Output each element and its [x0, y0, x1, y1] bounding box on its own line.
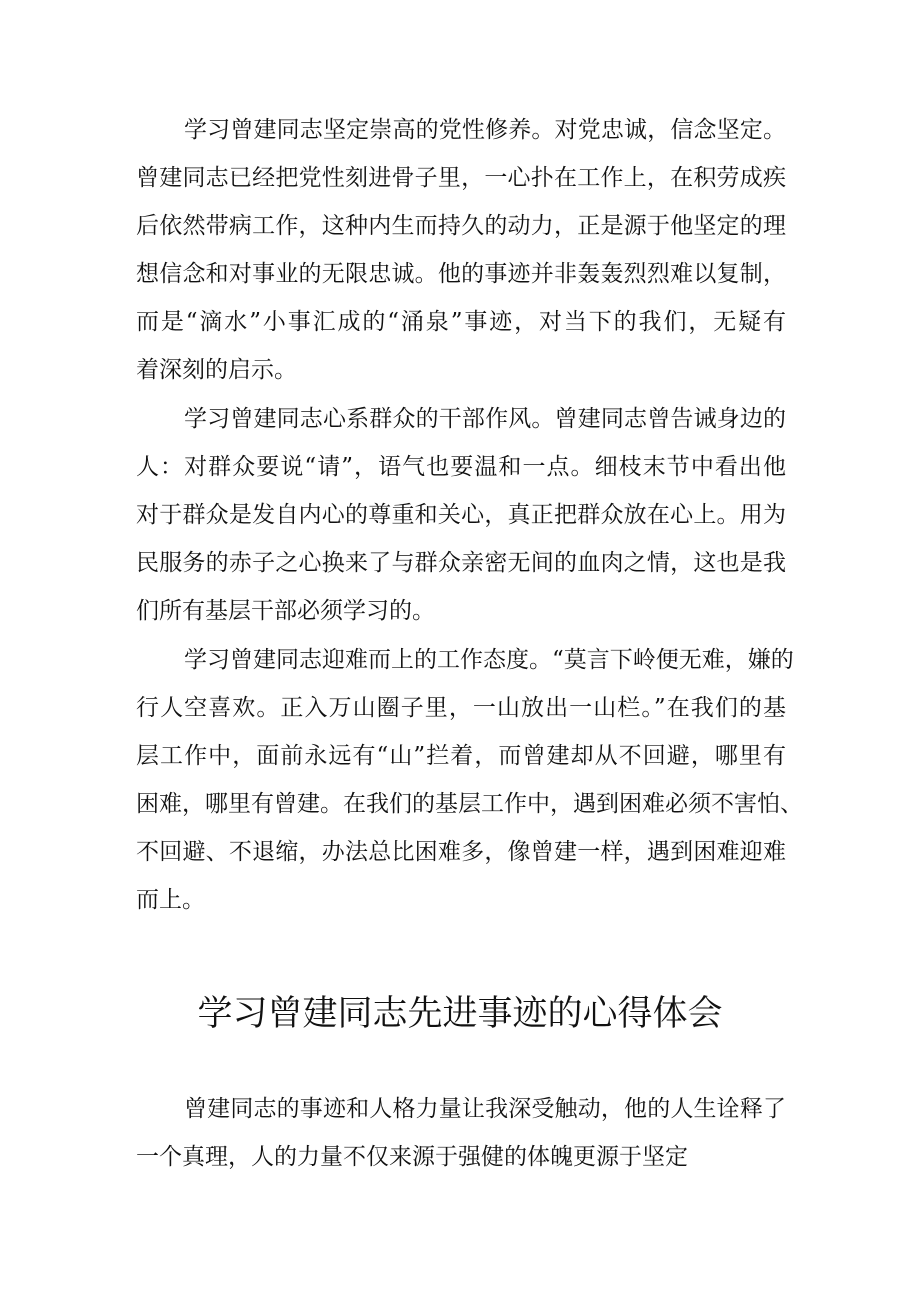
text-line: 不回避、不退缩，办法总比困难多，像曾建一样，遇到困难迎难	[136, 839, 786, 865]
text-line: 后依然带病工作，这种内生而持久的动力，正是源于他坚定的理	[136, 213, 786, 239]
text-line: 一个真理，人的力量不仅来源于强健的体魄更源于坚定	[136, 1144, 688, 1170]
paragraph-party-spirit	[136, 106, 786, 394]
text-line: 民服务的赤子之心换来了与群众亲密无间的血肉之情，这也是我	[136, 550, 786, 576]
text-line: 对于群众是发自内心的尊重和关心，真正把群众放在心上。用为	[136, 502, 786, 528]
text-line: 曾建同志已经把党性刻进骨子里，一心扑在工作上，在积劳成疾	[136, 165, 786, 191]
paragraph-mass-work-style	[136, 395, 786, 635]
text-line: 们所有基层干部必须学习的。	[136, 598, 435, 624]
text-line: 着深刻的启示。	[136, 357, 297, 383]
section-heading: 学习曾建同志先进事迹的心得体会	[197, 994, 723, 1034]
text-line: 行人空喜欢。正入万山圈子里，一山放出一山栏。”在我们的基	[136, 695, 786, 721]
text-line: 层工作中，面前永远有“山”拦着，而曾建却从不回避，哪里有	[136, 743, 786, 769]
text-line: 曾建同志的事迹和人格力量让我深受触动，他的人生诠释了	[184, 1096, 786, 1122]
text-line: 而是“滴水”小事汇成的“涌泉”事迹，对当下的我们，无疑有	[136, 309, 786, 335]
text-line: 而上。	[136, 887, 205, 913]
text-line: 学习曾建同志坚定崇高的党性修养。对党忠诚，信念坚定。	[184, 117, 786, 143]
text-line: 学习曾建同志心系群众的干部作风。曾建同志曾告诫身边的	[184, 406, 786, 432]
paragraph-intro	[136, 1085, 786, 1181]
text-line: 想信念和对事业的无限忠诚。他的事迹并非轰轰烈烈难以复制，	[136, 261, 786, 287]
paragraph-work-attitude	[136, 636, 803, 924]
text-line: 学习曾建同志迎难而上的工作态度。“莫言下岭便无难，嫌的	[184, 647, 794, 673]
text-line: 人：对群众要说“请”，语气也要温和一点。细枝末节中看出他	[136, 454, 786, 480]
text-line: 困难，哪里有曾建。在我们的基层工作中，遇到困难必须不害怕、	[136, 791, 803, 817]
